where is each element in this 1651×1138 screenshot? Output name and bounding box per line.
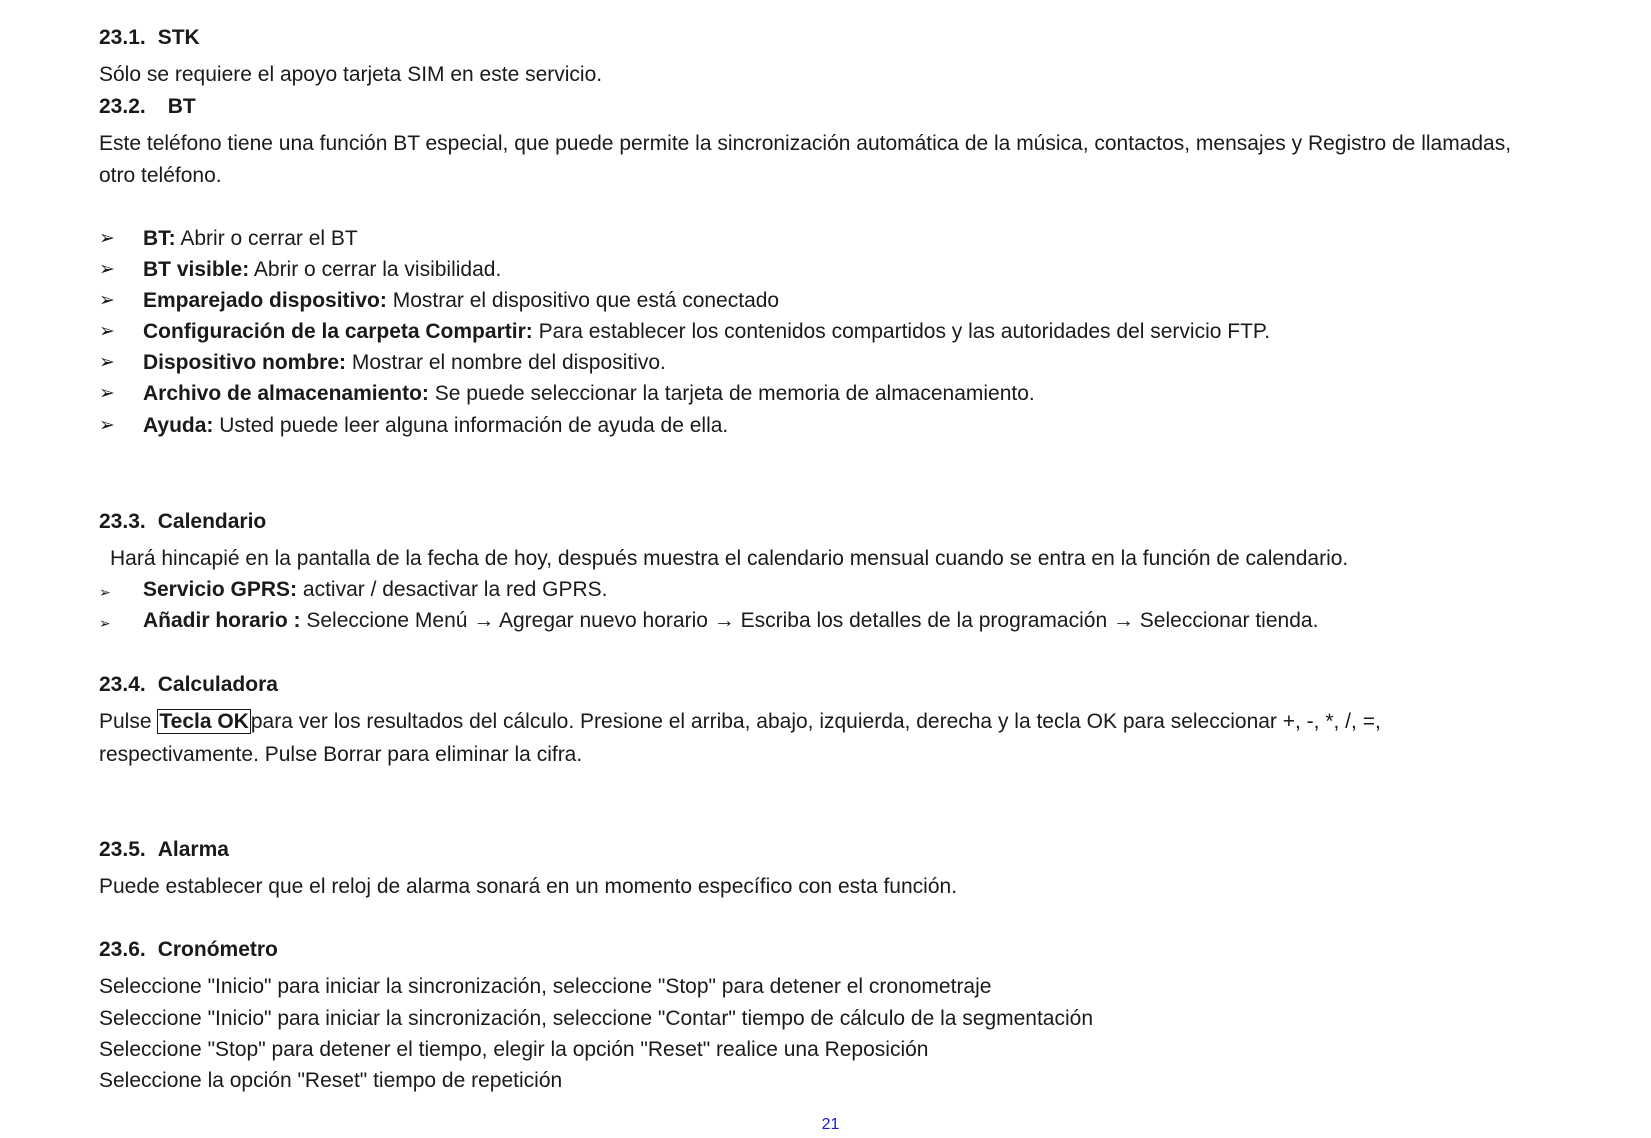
paragraph-calendar: Hará hincapié en la pantalla de la fecha de hoy, después muestra el calendario mensual cuando se entra en la función de calendario. bbox=[110, 547, 1349, 570]
heading-23-2: 23.2. BT bbox=[99, 95, 196, 118]
stopwatch-line-2: Seleccione "Inicio" para iniciar la sincronización, seleccione "Contar" tiempo de cálculo de la segmentación bbox=[99, 1007, 1094, 1030]
stopwatch-line-4: Seleccione la opción "Reset" tiempo de repetición bbox=[99, 1069, 563, 1092]
paragraph-bt-line1: Este teléfono tiene una función BT especial, que puede permite la sincronización automática de la música, contactos, mensajes y Registro de llamadas, bbox=[99, 132, 1512, 155]
heading-23-1: 23.1. STK bbox=[99, 26, 200, 49]
ok-key-label: Tecla OK bbox=[159, 710, 249, 733]
paragraph-calculator-line1: Pulse Tecla OKpara ver los resultados del cálculo. Presione el arriba, abajo, izquierda, derecha y la tecla OK para seleccionar +, -, *, /, =, bbox=[99, 710, 1381, 733]
heading-23-3: 23.3. Calendario bbox=[99, 510, 267, 533]
paragraph-stk: Sólo se requiere el apoyo tarjeta SIM en este servicio. bbox=[99, 63, 603, 86]
bullet-arrow-icon: ➢ bbox=[99, 259, 115, 280]
paragraph-alarm: Puede establecer que el reloj de alarma sonará en un momento específico con esta función. bbox=[99, 875, 958, 898]
stopwatch-line-3: Seleccione "Stop" para detener el tiempo, elegir la opción "Reset" realice una Reposición bbox=[99, 1038, 929, 1061]
paragraph-bt-line2: otro teléfono. bbox=[99, 164, 222, 187]
bullet-arrow-icon: ➢ bbox=[99, 615, 111, 631]
heading-23-5: 23.5. Alarma bbox=[99, 838, 229, 861]
bullet-arrow-icon: ➢ bbox=[99, 352, 115, 373]
page-number: 21 bbox=[821, 1116, 840, 1133]
bullet-arrow-icon: ➢ bbox=[99, 290, 115, 311]
bullet-arrow-icon: ➢ bbox=[99, 228, 115, 249]
paragraph-calculator-line2: respectivamente. Pulse Borrar para eliminar la cifra. bbox=[99, 743, 583, 766]
bullet-arrow-icon: ➢ bbox=[99, 584, 111, 600]
heading-23-4: 23.4. Calculadora bbox=[99, 673, 278, 696]
stopwatch-line-1: Seleccione "Inicio" para iniciar la sincronización, seleccione "Stop" para detener el cronometraje bbox=[99, 975, 992, 998]
document-page: 23.1. STK Sólo se requiere el apoyo tarjeta SIM en este servicio. 23.2. BT Este teléfono tiene una función BT especial, que puede permite la sincronización automática de la música, contactos, mensajes y Registro de llamadas, otro teléfono. ➢ BT: Abrir o cerrar el BT ➢ BT visible: Abrir o cerrar la visibilidad. ➢ Emparejado dispositivo: Mostrar el dispositivo que está conectado ➢ Configuración de la carpeta Compartir: Para establecer los contenidos compartidos y las autoridades del servicio FTP. ➢ Dispositivo nombre: Mostrar el nombre del dispositivo. ➢ Archivo de almacenamiento: Se puede seleccionar la tarjeta de memoria de almacenamiento. ➢ Ayuda: Usted puede leer alguna información de ayuda de ella. 23.3. Calendario Hará hincapié en la pantalla de la fecha de hoy, después muestra el calendario mensual cuando se entra en la función de calendario. ➢ Servicio GPRS: activar / desactivar la red GPRS. ➢ Añadir horario : Seleccione Menú → Agregar nuevo horario → Escriba los detalles de la programación → Seleccionar tienda. 23.4. Calculadora Pulse Tecla OKpara ver los resultados del cálculo. Presione el arriba, abajo, izquierda, derecha y la tecla OK para seleccionar +, -, *, /, =, respectivamente. Pulse Borrar para eliminar la cifra. 23.5. Alarma Puede establecer que el reloj de alarma sonará en un momento específico con esta función. 23.6. Cronómetro Seleccione "Inicio" para iniciar la sincronización, seleccione "Stop" para detener el cronometraje Seleccione "Inicio" para iniciar la sincronización, seleccione "Contar" tiempo de cálculo de la segmentación Seleccione "Stop" para detener el tiempo, elegir la opción "Reset" realice una Reposición Seleccione la opción "Reset" tiempo de repetición 21 bbox=[0, 0, 1651, 1138]
bullet-arrow-icon: ➢ bbox=[99, 321, 115, 342]
heading-23-6: 23.6. Cronómetro bbox=[99, 938, 278, 961]
bullet-arrow-icon: ➢ bbox=[99, 415, 115, 436]
bullet-arrow-icon: ➢ bbox=[99, 383, 115, 404]
